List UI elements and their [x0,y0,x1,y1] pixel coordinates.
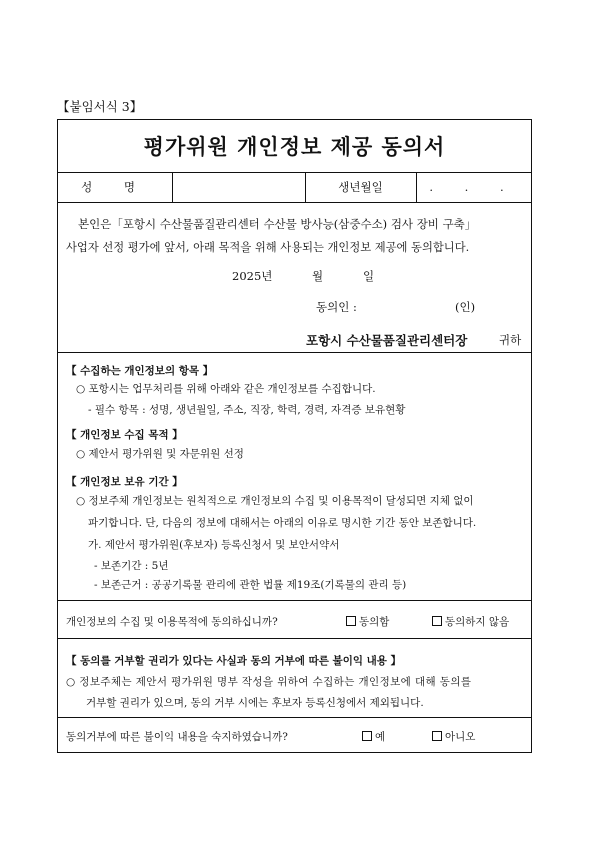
divider [58,638,531,639]
section-purpose-heading: 【 개인정보 수집 목적 】 [66,429,183,441]
divider [58,717,531,718]
section-retention-line: ○ 정보주체 개인정보는 원칙적으로 개인정보의 수집 및 이용목적이 달성되면 지체 없이 [76,495,474,507]
section-refusal-line: ○ 정보주체는 제안서 평가위원 명부 작성을 위하여 수집하는 개인정보에 대해 동의를 [66,676,472,688]
divider [58,202,531,203]
consent-question: 개인정보의 수집 및 이용목적에 동의하십니까? [66,616,278,628]
section-retention-line: - 보존근거 : 공공기록물 관리에 관한 법률 제19조(기록물의 관리 등) [94,579,407,591]
section-collected-items-line: ○ 포항시는 업무처리를 위해 아래와 같은 개인정보를 수집합니다. [76,383,376,395]
attachment-label: 【붙임서식 3】 [57,99,143,114]
checkbox-icon[interactable] [346,616,356,626]
consent-line-2: 사업자 선정 평가에 앞서, 아래 목적을 위해 사용되는 개인정보 제공에 동의합니다. [66,241,470,254]
recipient-name: 포항시 수산물품질관리센터장 [306,333,468,348]
form-title: 평가위원 개인정보 제공 동의서 [143,135,446,159]
date-month: 월 [312,269,324,283]
section-retention-line: 파기합니다. 단, 다음의 정보에 대해서는 아래의 이유로 명시한 기간 동안 보존합니다. [88,517,477,529]
agree-checkbox[interactable]: 동의함 [346,614,389,629]
divider [58,352,531,353]
yes-checkbox[interactable]: 예 [362,729,385,744]
recipient-suffix: 귀하 [499,333,522,347]
divider [58,600,531,601]
no-checkbox[interactable]: 아니오 [432,729,475,744]
name-label: 성 명 [81,180,149,194]
section-purpose-line: ○ 제안서 평가위원 및 자문위원 선정 [76,448,244,460]
date-year: 2025년 [232,269,273,283]
birth-field[interactable]: . . . [429,180,518,194]
consent-line-1: 본인은「포항시 수산물품질관리센터 수산물 방사능(삼중수소) 검사 장비 구축」 [78,217,477,231]
section-refusal-line: 거부할 권리가 있으며, 동의 거부 시에는 후보자 등록신청에서 제외됩니다. [86,697,424,709]
name-field[interactable] [172,172,305,202]
section-collected-items-heading: 【 수집하는 개인정보의 항목 】 [66,365,214,377]
section-collected-items-line: - 필수 항목 : 성명, 생년월일, 주소, 직장, 학력, 경력, 자격증 보유현황 [88,404,406,416]
acknowledge-question: 동의거부에 따른 불이익 내용을 숙지하였습니까? [66,731,288,743]
section-retention-line: - 보존기간 : 5년 [94,560,169,572]
signer-label: 동의인 : [316,300,357,314]
date-day: 일 [363,269,375,283]
consent-form [57,119,532,753]
checkbox-icon[interactable] [432,731,442,741]
disagree-checkbox[interactable]: 동의하지 않음 [432,614,509,629]
section-retention-heading: 【 개인정보 보유 기간 】 [66,476,183,488]
section-refusal-heading: 【 동의를 거부할 권리가 있다는 사실과 동의 거부에 따른 불이익 내용 】 [66,655,402,667]
checkbox-icon[interactable] [432,616,442,626]
seal-mark: (인) [455,300,476,314]
checkbox-icon[interactable] [362,731,372,741]
section-retention-line: 가. 제안서 평가위원(후보자) 등록신청서 및 보안서약서 [88,539,340,551]
birth-label: 생년월일 [338,180,383,194]
